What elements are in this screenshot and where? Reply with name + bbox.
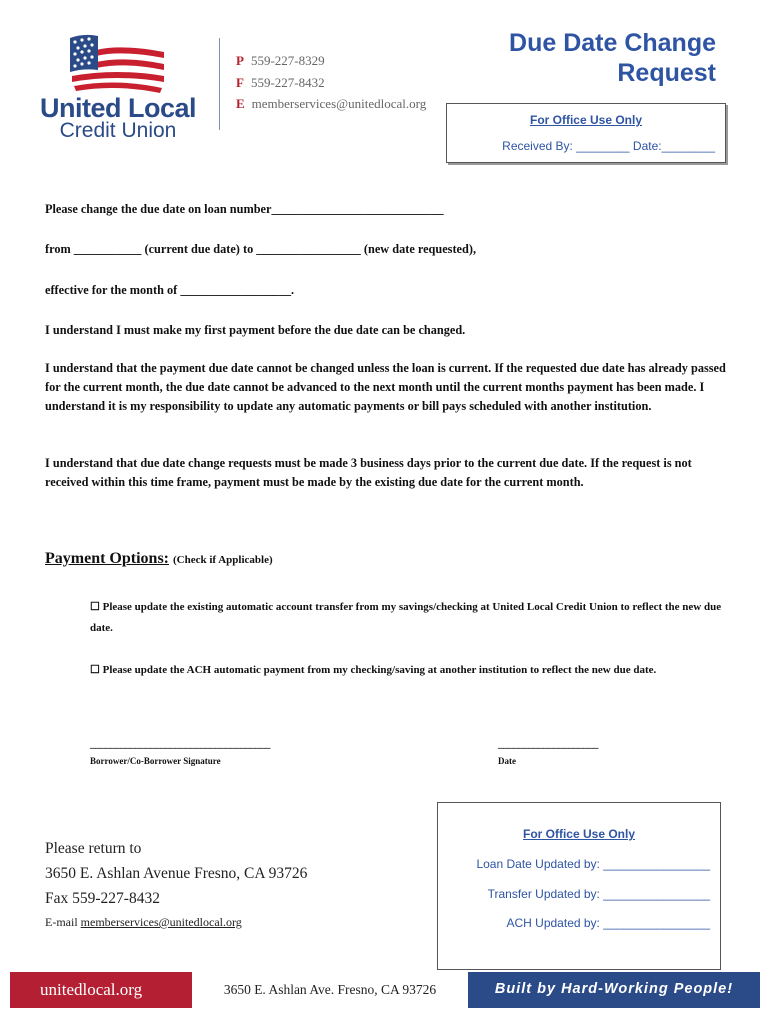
- header-divider: [219, 38, 220, 130]
- due-date-line[interactable]: from ___________ (current due date) to _________________ (new date requested),: [45, 242, 477, 256]
- effective-month-line[interactable]: effective for the month of __________________.: [45, 283, 295, 297]
- logo-org-sub: Credit Union: [59, 119, 177, 142]
- footer-slogan-band: [468, 972, 760, 1008]
- flag-logo-icon: [66, 30, 166, 96]
- signature-label: Borrower/Co-Borrower Signature: [90, 756, 221, 766]
- transfer-updated-field[interactable]: Transfer Updated by: ________________: [487, 887, 710, 901]
- first-payment-statement: I understand I must make my first payment before the due date can be changed.: [45, 323, 466, 337]
- footer-slogan: Built by Hard-Working People!: [494, 981, 734, 997]
- footer-address: 3650 E. Ashlan Ave. Fresno, CA 93726: [223, 982, 437, 997]
- contact-phone: P 559-227-8329: [236, 53, 325, 68]
- contact-email: E memberservices@unitedlocal.org: [236, 96, 427, 111]
- office-use-box-bottom: [437, 802, 721, 970]
- office-use-box-top: [446, 103, 726, 163]
- return-email-link[interactable]: memberservices@unitedlocal.org: [80, 915, 242, 929]
- signature-line[interactable]: ____________________________________: [90, 738, 270, 750]
- current-loan-statement: I understand that the payment due date cannot be changed unless the loan is current. If the requested due date has already passed for the current month, the due date cannot be advanced to the next month until the current months payment has been made. I understand it is my responsibility to update any automatic payments or bill pays scheduled with another institution.: [45, 361, 726, 413]
- request-timing-statement: I understand that due date change requests must be made 3 business days prior to the current due date. If the request is not received within this time frame, payment must be made by the existing due date for the current month.: [45, 456, 692, 489]
- page-title: Due Date Change Request: [509, 29, 716, 87]
- office-use-title: For Office Use Only: [529, 113, 643, 127]
- loan-date-updated-field[interactable]: Loan Date Updated by: ________________: [476, 857, 710, 871]
- option-ach-payment[interactable]: ☐ Please update the ACH automatic payment from my checking/saving at another institution to reflect the new due date.: [90, 664, 657, 676]
- received-by-field[interactable]: Received By: ________ Date:________: [502, 139, 715, 153]
- ach-updated-field[interactable]: ACH Updated by: ________________: [506, 916, 710, 930]
- credit-union-logo: [38, 28, 198, 146]
- contact-fax: F 559-227-8432: [236, 74, 325, 90]
- footer-website-band: [10, 972, 192, 1008]
- logo-org-name: United Local: [39, 93, 196, 123]
- return-address: Please return to 3650 E. Ashlan Avenue Fresno, CA 93726 Fax 559-227-8432 E-mail memberservices@unitedlocal.org: [45, 840, 308, 929]
- date-line[interactable]: ____________________: [498, 738, 598, 750]
- loan-number-line[interactable]: Please change the due date on loan number____________________________: [45, 202, 444, 216]
- contact-block: [236, 50, 426, 115]
- payment-options-heading: Payment Options: (Check if Applicable): [45, 550, 273, 567]
- date-label: Date: [498, 756, 516, 766]
- footer-website[interactable]: unitedlocal.org: [40, 980, 143, 999]
- office-use-title-bottom: For Office Use Only: [522, 827, 636, 841]
- option-automatic-transfer[interactable]: ☐ Please update the existing automatic account transfer from my savings/checking at United Local Credit Union to reflect the new due date.: [90, 601, 722, 634]
